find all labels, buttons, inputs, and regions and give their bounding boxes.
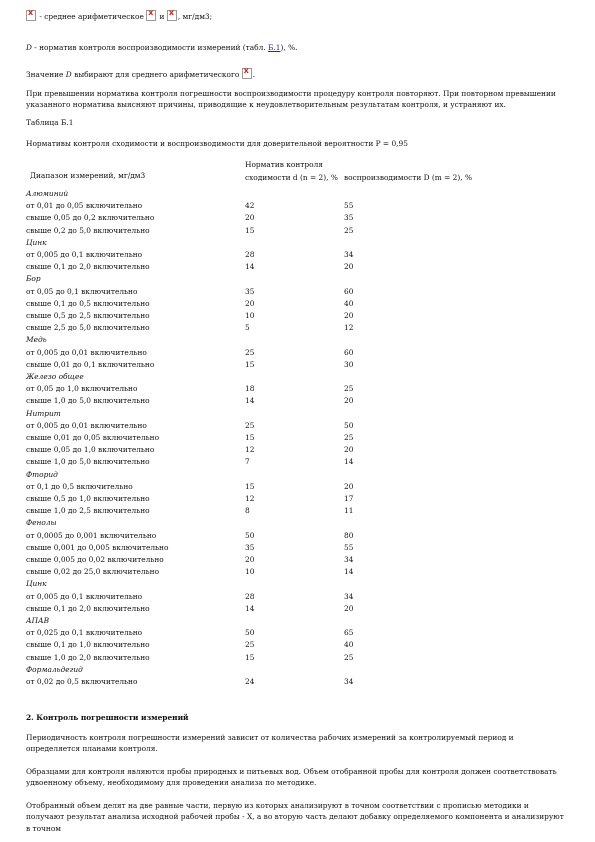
table-category-row bbox=[26, 237, 546, 249]
category-label: Медь bbox=[26, 335, 47, 345]
repeatability-cell: 14 bbox=[245, 262, 255, 272]
table-header-d: сходимости d (n = 2), % bbox=[245, 173, 338, 182]
table-body bbox=[26, 188, 556, 710]
range-cell: свыше 2,5 до 5,0 включительно bbox=[26, 323, 150, 333]
paragraph-s2-2: Образцами для контроля являются пробы природных и питьевых вод. Объем отобранной пробы для контроля должен соответствовать удвоенному объему, необходимому для проведения анализа по методике. bbox=[26, 767, 557, 788]
category-label: Алюминий bbox=[26, 189, 69, 198]
range-cell: от 0,005 до 0,01 включительно bbox=[26, 420, 147, 430]
table-row bbox=[26, 542, 546, 554]
table-row bbox=[26, 420, 546, 432]
table-row bbox=[26, 395, 546, 407]
repeatability-cell: 42 bbox=[245, 201, 255, 211]
range-cell: свыше 0,1 до 2,0 включительно bbox=[26, 603, 150, 613]
repeatability-cell: 25 bbox=[245, 347, 255, 357]
reproducibility-cell: 20 bbox=[344, 445, 354, 455]
repeatability-cell: 25 bbox=[245, 420, 255, 430]
repeatability-cell: 14 bbox=[245, 396, 255, 406]
table-label: Таблица Б.1 bbox=[26, 118, 74, 127]
category-label: Фенолы bbox=[26, 518, 57, 528]
range-cell: свыше 1,0 до 2,5 включительно bbox=[26, 506, 150, 516]
reproducibility-cell: 40 bbox=[344, 298, 354, 308]
table-row bbox=[26, 225, 546, 237]
repeatability-cell: 14 bbox=[245, 603, 255, 613]
repeatability-cell: 18 bbox=[245, 384, 255, 394]
reproducibility-cell: 34 bbox=[344, 591, 354, 601]
reproducibility-cell: 50 bbox=[344, 420, 354, 430]
reproducibility-cell: 20 bbox=[344, 481, 354, 491]
table-row bbox=[26, 591, 546, 603]
formula-image-icon bbox=[26, 10, 36, 21]
paragraph-s2-1: Периодичность контроля погрешности измерений зависит от количества рабочих измерений за контролируемый период и определяется планами контроля. bbox=[26, 733, 514, 754]
table-b1-link[interactable]: Б.1 bbox=[268, 43, 281, 52]
table-row bbox=[26, 652, 546, 664]
formula-image-icon bbox=[167, 10, 177, 21]
table-row bbox=[26, 359, 546, 371]
category-label: Цинк bbox=[26, 237, 47, 247]
range-cell: от 0,005 до 0,1 включительно bbox=[26, 591, 143, 601]
table-category-row bbox=[26, 615, 546, 627]
category-label: Бор bbox=[26, 274, 41, 284]
repeatability-cell: 20 bbox=[245, 213, 255, 223]
range-cell: свыше 0,1 до 0,5 включительно bbox=[26, 298, 150, 308]
repeatability-cell: 5 bbox=[245, 323, 250, 333]
table-row bbox=[26, 554, 546, 566]
range-cell: свыше 0,01 до 0,05 включительно bbox=[26, 433, 160, 442]
range-cell: свыше 0,001 до 0,005 включительно bbox=[26, 542, 169, 552]
range-cell: от 0,025 до 0,1 включительно bbox=[26, 628, 143, 638]
category-label: Фторид bbox=[26, 469, 58, 479]
table-category-row bbox=[26, 578, 546, 590]
table-row bbox=[26, 627, 546, 639]
range-cell: свыше 1,0 до 5,0 включительно bbox=[26, 396, 150, 406]
table-title: Нормативы контроля сходимости и воспроизводимости для доверительной вероятности P = 0,95 bbox=[26, 139, 408, 148]
table-row bbox=[26, 347, 546, 359]
repeatability-cell: 8 bbox=[245, 506, 250, 516]
reproducibility-cell: 11 bbox=[344, 506, 354, 516]
range-cell: свыше 0,02 до 25,0 включительно bbox=[26, 567, 160, 577]
table-category-row bbox=[26, 469, 546, 481]
category-label: Нитрит bbox=[26, 408, 61, 418]
range-cell: свыше 0,05 до 1,0 включительно bbox=[26, 445, 155, 455]
repeatability-cell: 15 bbox=[245, 652, 255, 662]
range-cell: свыше 1,0 до 2,0 включительно bbox=[26, 652, 150, 662]
repeatability-cell: 28 bbox=[245, 250, 255, 259]
table-row bbox=[26, 383, 546, 395]
range-cell: свыше 0,1 до 2,0 включительно bbox=[26, 262, 150, 272]
repeatability-cell: 24 bbox=[245, 677, 255, 686]
reproducibility-cell: 20 bbox=[344, 603, 354, 613]
reproducibility-cell: 14 bbox=[344, 457, 354, 467]
table-category-row bbox=[26, 273, 546, 285]
table-category-row bbox=[26, 517, 546, 529]
range-cell: свыше 0,005 до 0,02 включительно bbox=[26, 555, 164, 564]
range-cell: от 0,02 до 0,5 включительно bbox=[26, 677, 138, 686]
table-header bbox=[26, 160, 556, 190]
table-row bbox=[26, 261, 546, 273]
table-row bbox=[26, 444, 546, 456]
repeatability-cell: 28 bbox=[245, 591, 255, 601]
table-row bbox=[26, 603, 546, 615]
range-cell: от 0,0005 до 0,001 включительно bbox=[26, 530, 157, 540]
reproducibility-cell: 25 bbox=[344, 652, 354, 662]
repeatability-cell: 10 bbox=[245, 567, 255, 577]
range-cell: от 0,005 до 0,01 включительно bbox=[26, 347, 147, 357]
definition-D: D - норматив контроля воспроизводимости измерений (табл. Б.1), %. bbox=[26, 43, 298, 52]
table-row bbox=[26, 456, 546, 468]
table-row bbox=[26, 566, 546, 578]
reproducibility-cell: 34 bbox=[344, 677, 354, 686]
range-cell: свыше 0,05 до 0,2 включительно bbox=[26, 213, 155, 223]
definition-value-D: Значение D выбирают для среднего арифметического x. bbox=[26, 68, 255, 80]
repeatability-cell: 12 bbox=[245, 445, 255, 455]
repeatability-cell: 20 bbox=[245, 555, 255, 564]
category-label: Формальдегид bbox=[26, 664, 83, 674]
category-label: Железо общее bbox=[26, 372, 84, 381]
repeatability-cell: 35 bbox=[245, 542, 255, 552]
repeatability-cell: 7 bbox=[245, 457, 250, 467]
reproducibility-cell: 60 bbox=[344, 347, 354, 357]
table-row bbox=[26, 530, 546, 542]
reproducibility-cell: 20 bbox=[344, 262, 354, 272]
table-row bbox=[26, 432, 546, 444]
table-row bbox=[26, 212, 546, 224]
reproducibility-cell: 65 bbox=[344, 628, 354, 638]
table-row bbox=[26, 249, 546, 261]
table-row bbox=[26, 481, 546, 493]
paragraph-repeat-control: При превышении норматива контроля погрешности воспроизводимости процедуру контроля повторяют. При повторном превышении указанного норматива выясняют причины, приводящие к неудовлетворительным результатам контроля, и устраняют их. bbox=[26, 89, 556, 110]
repeatability-cell: 10 bbox=[245, 311, 255, 320]
table-row bbox=[26, 493, 546, 505]
range-cell: свыше 1,0 до 5,0 включительно bbox=[26, 457, 150, 467]
range-cell: свыше 0,2 до 5,0 включительно bbox=[26, 225, 150, 235]
reproducibility-cell: 25 bbox=[344, 225, 354, 235]
range-cell: от 0,01 до 0,05 включительно bbox=[26, 201, 143, 211]
range-cell: от 0,1 до 0,5 включительно bbox=[26, 481, 133, 491]
table-row bbox=[26, 298, 546, 310]
definition-mean: x - среднее арифметическое x и x, мг/дм3; bbox=[26, 10, 212, 22]
table-category-row bbox=[26, 334, 546, 346]
reproducibility-cell: 20 bbox=[344, 311, 354, 320]
range-cell: от 0,05 до 0,1 включительно bbox=[26, 286, 138, 296]
table-header-range: Диапазон измерений, мг/дм3 bbox=[30, 171, 146, 180]
reproducibility-cell: 55 bbox=[344, 542, 354, 552]
reproducibility-cell: 35 bbox=[344, 213, 354, 223]
repeatability-cell: 15 bbox=[245, 359, 255, 369]
repeatability-cell: 20 bbox=[245, 298, 255, 308]
section-2-title: 2. Контроль погрешности измерений bbox=[26, 713, 189, 722]
repeatability-cell: 25 bbox=[245, 640, 255, 650]
formula-image-icon bbox=[146, 10, 156, 21]
table-row bbox=[26, 200, 546, 212]
table-header-group: Норматив контроля bbox=[245, 160, 323, 169]
table-row bbox=[26, 322, 546, 334]
repeatability-cell: 15 bbox=[245, 433, 255, 442]
table-category-row bbox=[26, 408, 546, 420]
reproducibility-cell: 40 bbox=[344, 640, 354, 650]
table-row bbox=[26, 286, 546, 298]
range-cell: свыше 0,5 до 2,5 включительно bbox=[26, 311, 150, 320]
range-cell: свыше 0,5 до 1,0 включительно bbox=[26, 494, 150, 503]
table-category-row bbox=[26, 371, 546, 383]
table-row bbox=[26, 676, 546, 688]
reproducibility-cell: 17 bbox=[344, 494, 354, 503]
reproducibility-cell: 34 bbox=[344, 250, 354, 259]
table-category-row bbox=[26, 664, 546, 676]
formula-image-icon bbox=[242, 68, 252, 79]
table-row bbox=[26, 505, 546, 517]
reproducibility-cell: 25 bbox=[344, 384, 354, 394]
reproducibility-cell: 20 bbox=[344, 396, 354, 406]
repeatability-cell: 50 bbox=[245, 530, 255, 540]
table-category-row bbox=[26, 188, 546, 200]
range-cell: от 0,05 до 1,0 включительно bbox=[26, 384, 138, 394]
category-label: АПАВ bbox=[26, 616, 50, 625]
table-row bbox=[26, 639, 546, 651]
reproducibility-cell: 60 bbox=[344, 286, 354, 296]
reproducibility-cell: 14 bbox=[344, 567, 354, 577]
reproducibility-cell: 25 bbox=[344, 433, 354, 442]
table-header-D: воспроизводимости D (m = 2), % bbox=[344, 173, 472, 182]
range-cell: свыше 0,1 до 1,0 включительно bbox=[26, 640, 150, 650]
repeatability-cell: 15 bbox=[245, 225, 255, 235]
reproducibility-cell: 30 bbox=[344, 359, 354, 369]
repeatability-cell: 50 bbox=[245, 628, 255, 638]
repeatability-cell: 35 bbox=[245, 286, 255, 296]
category-label: Цинк bbox=[26, 579, 47, 589]
reproducibility-cell: 80 bbox=[344, 530, 354, 540]
range-cell: от 0,005 до 0,1 включительно bbox=[26, 250, 143, 259]
reproducibility-cell: 34 bbox=[344, 555, 354, 564]
table-row bbox=[26, 310, 546, 322]
repeatability-cell: 12 bbox=[245, 494, 255, 503]
repeatability-cell: 15 bbox=[245, 481, 255, 491]
reproducibility-cell: 12 bbox=[344, 323, 354, 333]
reproducibility-cell: 55 bbox=[344, 201, 354, 211]
range-cell: свыше 0,01 до 0,1 включительно bbox=[26, 359, 155, 369]
paragraph-s2-3: Отобранный объем делят на две равные части, первую из которых анализируют в точном соответствии с прописью методики и получают результат анализа исходной рабочей пробы - X, а во вторую часть делают добавку определяемого компонента и анализируют в точном bbox=[26, 801, 564, 833]
